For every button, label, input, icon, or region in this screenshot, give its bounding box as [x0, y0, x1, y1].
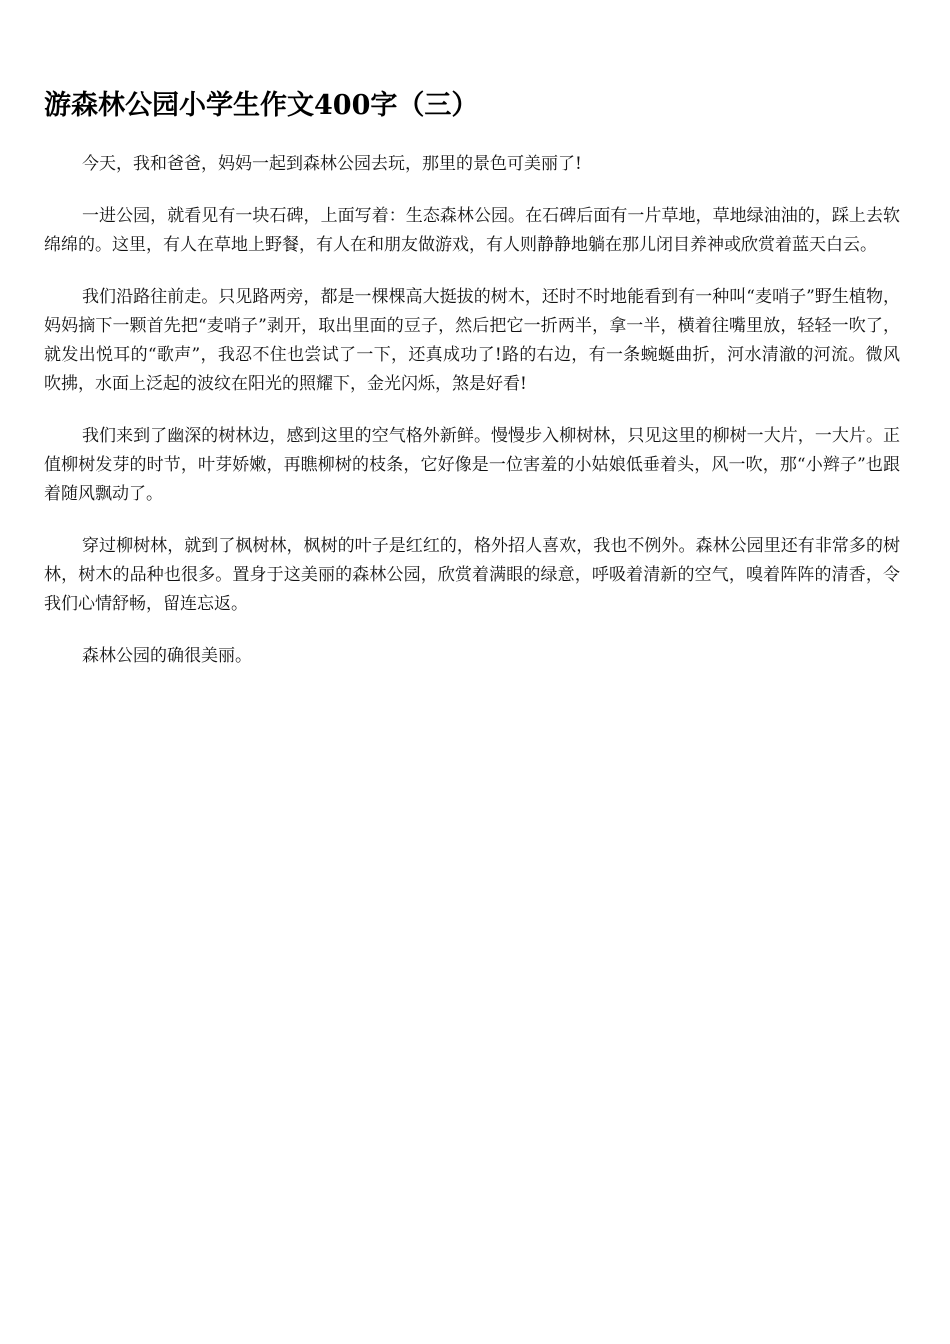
document-title: 游森林公园小学生作文400字（三）: [44, 90, 479, 121]
document-body: [44, 150, 900, 694]
paragraph-2: 一进公园，就看见有一块石碑，上面写着：生态森林公园。在石碑后面有一片草地，草地绿油油的，踩上去软绵绵的。这里，有人在草地上野餐，有人在和朋友做游戏，有人则静静地躺在那儿闭目养神或欣赏着蓝天白云。: [44, 206, 900, 255]
paragraph-3: 我们沿路往前走。只见路两旁，都是一棵棵高大挺拔的树木，还时不时地能看到有一种叫“麦哨子”野生植物，妈妈摘下一颗首先把“麦哨子”剥开，取出里面的豆子，然后把它一折两半，拿一半，横着往嘴里放，轻轻一吹了，就发出悦耳的“歌声”，我忍不住也尝试了一下，还真成功了!路的右边，有一条蜿蜒曲折，河水清澈的河流。微风吹拂，水面上泛起的波纹在阳光的照耀下，金光闪烁，煞是好看!: [44, 287, 900, 394]
paragraph-1: 今天，我和爸爸，妈妈一起到森林公园去玩，那里的景色可美丽了!: [82, 154, 582, 174]
paragraph-6: 森林公园的确很美丽。: [82, 646, 252, 666]
paragraph-4: 我们来到了幽深的树林边，感到这里的空气格外新鲜。慢慢步入柳树林，只见这里的柳树一大片，一大片。正值柳树发芽的时节，叶芽娇嫩，再瞧柳树的枝条，它好像是一位害羞的小姑娘低垂着头，风一吹，那“小辫子”也跟着随风飘动了。: [44, 426, 900, 504]
paragraph-5: 穿过柳树林，就到了枫树林，枫树的叶子是红红的，格外招人喜欢，我也不例外。森林公园里还有非常多的树林，树木的品种也很多。置身于这美丽的森林公园，欣赏着满眼的绿意，呼吸着清新的空气，嗅着阵阵的清香，令我们心情舒畅，留连忘返。: [44, 536, 900, 614]
